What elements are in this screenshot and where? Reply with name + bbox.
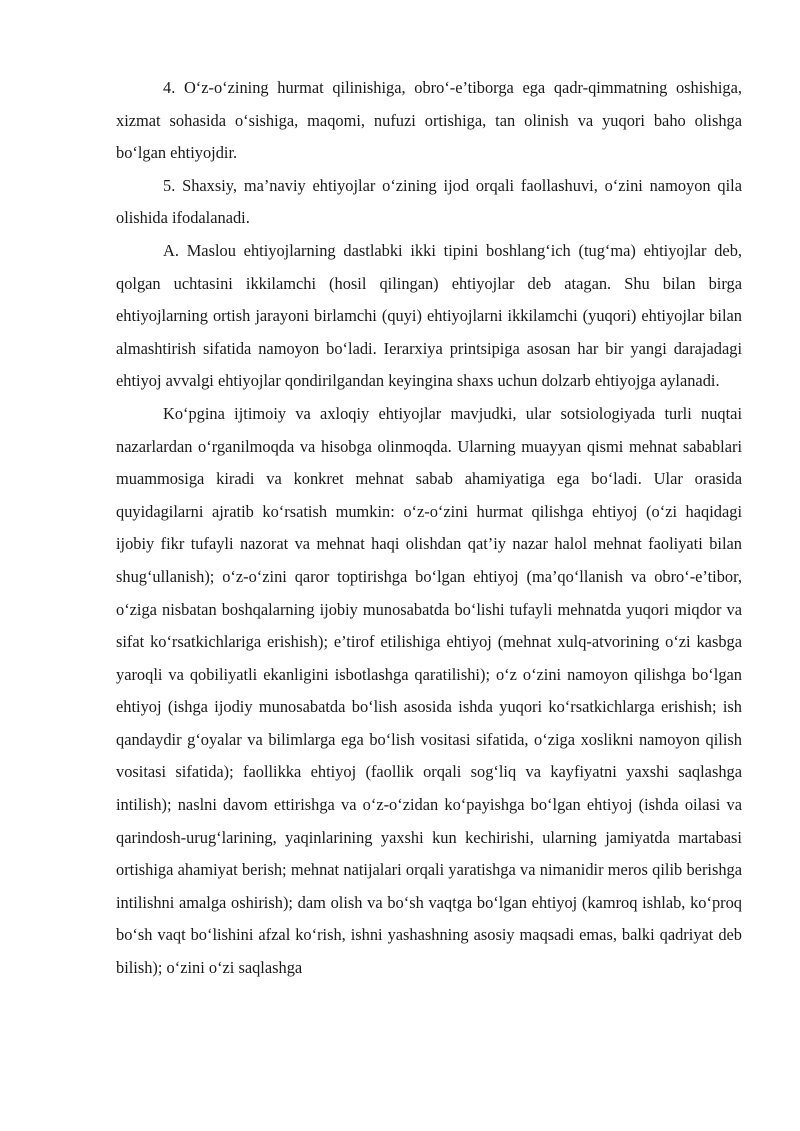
paragraph-maslow-hierarchy: A. Maslou ehtiyojlarning dastlabki ikki tipini boshlang‘ich (tug‘ma) ehtiyojlar deb, qolgan uchtasini ikkilamchi (hosil qilingan) ehtiyojlar deb atagan. Shu bilan birga ehtiyojlarning ortish jarayoni birlamchi (quyi) ehtiyojlarni ikkilamchi (yuqori) ehtiyojlar bilan almashtirish sifatida namoyon bo‘ladi. Ierarxiya printsipiga asosan har bir yangi darajadagi ehtiyoj avvalgi ehtiyojlar qondirilgandan keyingina shaxs uchun dolzarb ehtiyojga aylanadi. (116, 240, 742, 391)
paragraph-social-moral-needs: Ko‘pgina ijtimoiy va axloqiy ehtiyojlar mavjudki, ular sotsiologiyada turli nuqtai nazarlardan o‘rganilmoqda va hisobga olinmoqda. Ularning muayyan qismi mehnat sabablari muammosiga kiradi va konkret mehnat sabab ahamiyatiga ega bo‘ladi. Ular orasida quyidagilarni ajratib ko‘rsatish mumkin: o‘z-o‘zini hurmat qilishga ehtiyoj (o‘zi haqidagi ijobiy fikr tufayli nazorat va mehnat haqi olishdan qat’iy nazar halol mehnat faoliyati bilan shug‘ullanish); o‘z-o‘zini qaror toptirishga bo‘lgan ehtiyoj (ma’qo‘llanish va obro‘-e’tibor, o‘ziga nisbatan boshqalarning ijobiy munosabatda bo‘lishi tufayli mehnatda yuqori miqdor va sifat ko‘rsatkichlariga erishish); e’tirof etilishiga ehtiyoj (mehnat xulq-atvorining o‘zi kasbga yaroqli va qobiliyatli ekanligini isbotlashga qaratilishi); o‘z o‘zini namoyon qilishga bo‘lgan ehtiyoj (ishga ijodiy munosabatda bo‘lish asosida ishda yuqori ko‘rsatkichlarga erishish; ish qandaydir g‘oyalar va bilimlarga ega bo‘lish vositasi sifatida, o‘ziga xoslikni namoyon qilish vositasi sifatida); faollikka ehtiyoj (faollik orqali sog‘liq va kayfiyatni yaxshi saqlashga intilish); naslni davom ettirishga va o‘z-o‘zidan ko‘payishga bo‘lgan ehtiyoj (ishda oilasi va qarindosh-urug‘larining, yaqinlarining yaxshi kun kechirishi, ularning jamiyatda martabasi ortishiga ahamiyat berish; mehnat natijalari orqali yaratishga va nimanidir meros qilib berishga intilishni amalga oshirish); dam olish va bo‘sh vaqtga bo‘lgan ehtiyoj (kamroq ishlab, ko‘proq bo‘sh vaqt bo‘lishini afzal ko‘rish, ishni yashashning asosiy maqsadi emas, balki qadriyat deb bilish); o‘zini o‘zi saqlashga (116, 403, 742, 978)
paragraph-personal-spiritual-needs: 5. Shaxsiy, ma’naviy ehtiyojlar o‘zining ijod orqali faollashuvi, o‘zini namoyon qila olishida ifodalanadi. (116, 175, 742, 228)
paragraph-need-for-respect: 4. O‘z-o‘zining hurmat qilinishiga, obro‘-e’tiborga ega qadr-qimmatning oshishiga, xizmat sohasida o‘sishiga, maqomi, nufuzi ortishiga, tan olinish va yuqori baho olishga bo‘lgan ehtiyojdir. (116, 78, 742, 163)
body-text (116, 72, 742, 985)
